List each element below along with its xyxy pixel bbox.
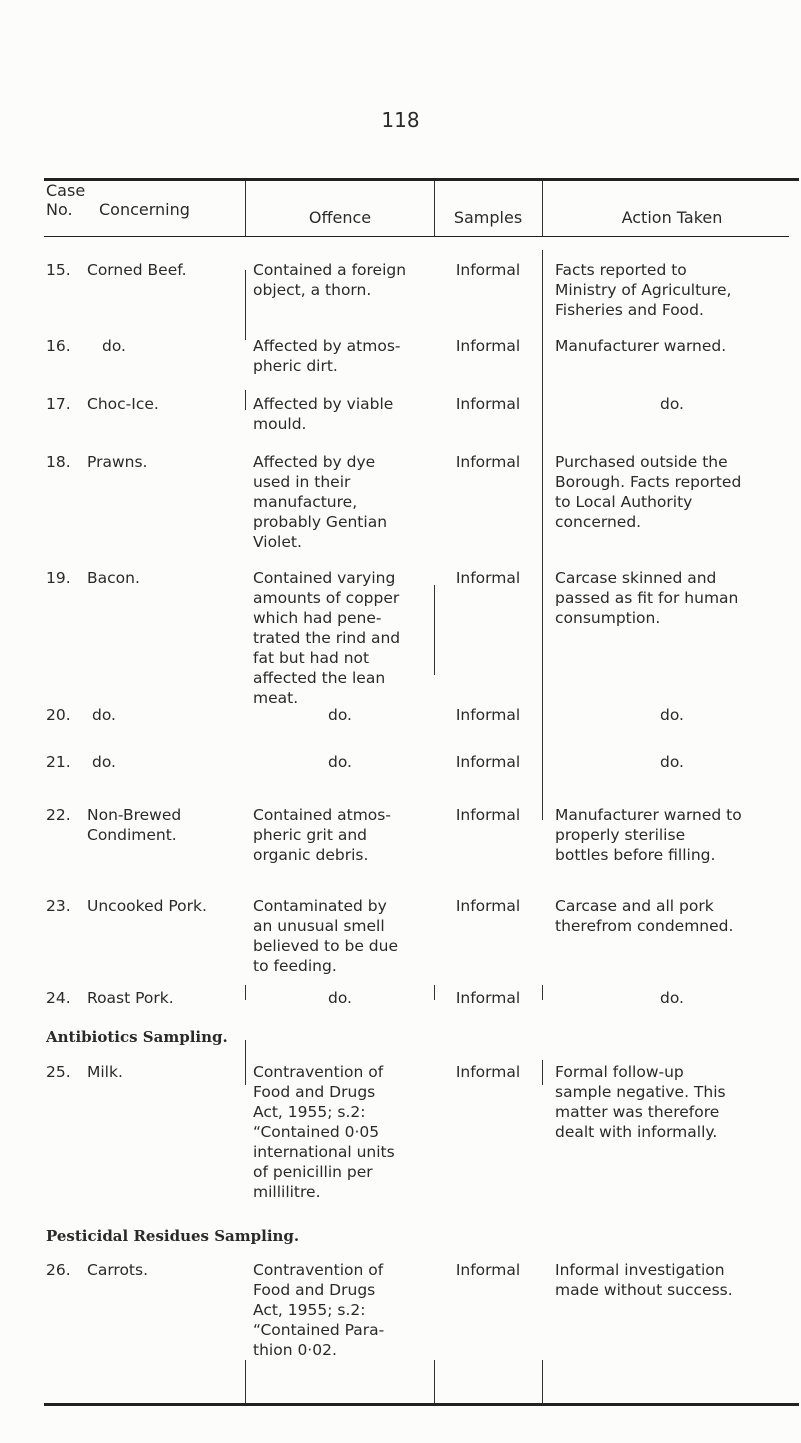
action-taken: do.	[660, 753, 684, 771]
action-taken: Carcase skinned and passed as fit for human consumption.	[555, 569, 739, 627]
col-divider	[542, 1060, 543, 1085]
offence: Affected by atmos- pheric dirt.	[253, 337, 401, 375]
table-bottom-rule	[44, 1403, 799, 1406]
header-offence: Offence	[308, 208, 372, 227]
col-divider	[434, 1360, 435, 1403]
offence: Contravention of Food and Drugs Act, 1955; s.2: “Contained 0·05 international units of penicillin per millilitre.	[253, 1063, 395, 1201]
action-taken: Purchased outside the Borough. Facts reported to Local Authority concerned.	[555, 453, 742, 531]
action-taken: Informal investigation made without success.	[555, 1261, 733, 1299]
offence: Affected by viable mould.	[253, 395, 394, 433]
col-divider	[542, 250, 543, 820]
concerning: do.	[92, 706, 116, 724]
offence: Contained atmos- pheric grit and organic debris.	[253, 806, 391, 864]
samples: Informal	[455, 1261, 521, 1279]
concerning: Carrots.	[87, 1261, 149, 1279]
case-number: 16.	[46, 337, 71, 355]
action-taken: Formal follow-up sample negative. This matter was therefore dealt with informally.	[555, 1063, 726, 1141]
concerning: Roast Pork.	[87, 989, 174, 1007]
samples: Informal	[455, 989, 521, 1007]
col-divider	[245, 1040, 246, 1085]
col-divider	[245, 390, 246, 410]
action-taken: Facts reported to Ministry of Agriculture, Fisheries and Food.	[555, 261, 732, 319]
header-concerning: Concerning	[99, 200, 190, 219]
action-taken: Manufacturer warned.	[555, 337, 727, 355]
case-number: 23.	[46, 897, 71, 915]
action-taken: do.	[660, 706, 684, 724]
col-divider	[245, 270, 246, 340]
case-number: 22.	[46, 806, 71, 824]
concerning: do.	[92, 753, 116, 771]
offence: do.	[328, 989, 352, 1007]
concerning: Non-Brewed Condiment.	[87, 806, 182, 844]
section-heading-pesticidal: Pesticidal Residues Sampling.	[46, 1227, 300, 1245]
case-number: 25.	[46, 1063, 71, 1081]
offence: Affected by dye used in their manufacture, probably Gentian Violet.	[253, 453, 388, 551]
offence: Contaminated by an unusual smell believed to be due to feeding.	[253, 897, 398, 975]
samples: Informal	[455, 261, 521, 279]
header-samples: Samples	[453, 208, 523, 227]
action-taken: do.	[660, 395, 684, 413]
case-number: 15.	[46, 261, 71, 279]
offence: do.	[328, 706, 352, 724]
samples: Informal	[455, 569, 521, 587]
samples: Informal	[455, 453, 521, 471]
case-number: 24.	[46, 989, 71, 1007]
section-heading-antibiotics: Antibiotics Sampling.	[46, 1028, 228, 1046]
case-number: 17.	[46, 395, 71, 413]
concerning: Prawns.	[87, 453, 148, 471]
offence: Contained varying amounts of copper which had pene- trated the rind and fat but had not affected the lean meat.	[253, 569, 401, 707]
samples: Informal	[455, 806, 521, 824]
header-case-label: Case	[46, 181, 86, 200]
table-top-rule	[44, 178, 799, 181]
header-bottom-rule	[44, 236, 789, 237]
samples: Informal	[455, 1063, 521, 1081]
case-number: 26.	[46, 1261, 71, 1279]
concerning: Bacon.	[87, 569, 140, 587]
concerning: Milk.	[87, 1063, 123, 1081]
case-number: 19.	[46, 569, 71, 587]
header-no-label: No.	[46, 200, 73, 219]
concerning: Choc-Ice.	[87, 395, 159, 413]
action-taken: Carcase and all pork therefrom condemned.	[555, 897, 734, 935]
samples: Informal	[455, 337, 521, 355]
case-number: 20.	[46, 706, 71, 724]
action-taken: Manufacturer warned to properly sterilise bottles before filling.	[555, 806, 742, 864]
page-number: 118	[381, 108, 420, 132]
header-case	[46, 181, 85, 219]
offence: do.	[328, 753, 352, 771]
concerning: Corned Beef.	[87, 261, 187, 279]
action-taken: do.	[660, 989, 684, 1007]
col-divider	[542, 1360, 543, 1403]
samples: Informal	[455, 897, 521, 915]
case-number: 21.	[46, 753, 71, 771]
col-divider	[245, 1360, 246, 1403]
samples: Informal	[455, 395, 521, 413]
case-number: 18.	[46, 453, 71, 471]
offence: Contained a foreign object, a thorn.	[253, 261, 407, 299]
samples: Informal	[455, 706, 521, 724]
header-action-taken: Action Taken	[621, 208, 723, 227]
concerning: Uncooked Pork.	[87, 897, 207, 915]
concerning: do.	[102, 337, 126, 355]
offence: Contravention of Food and Drugs Act, 1955; s.2: “Contained Para- thion 0·02.	[253, 1261, 385, 1359]
samples: Informal	[455, 753, 521, 771]
